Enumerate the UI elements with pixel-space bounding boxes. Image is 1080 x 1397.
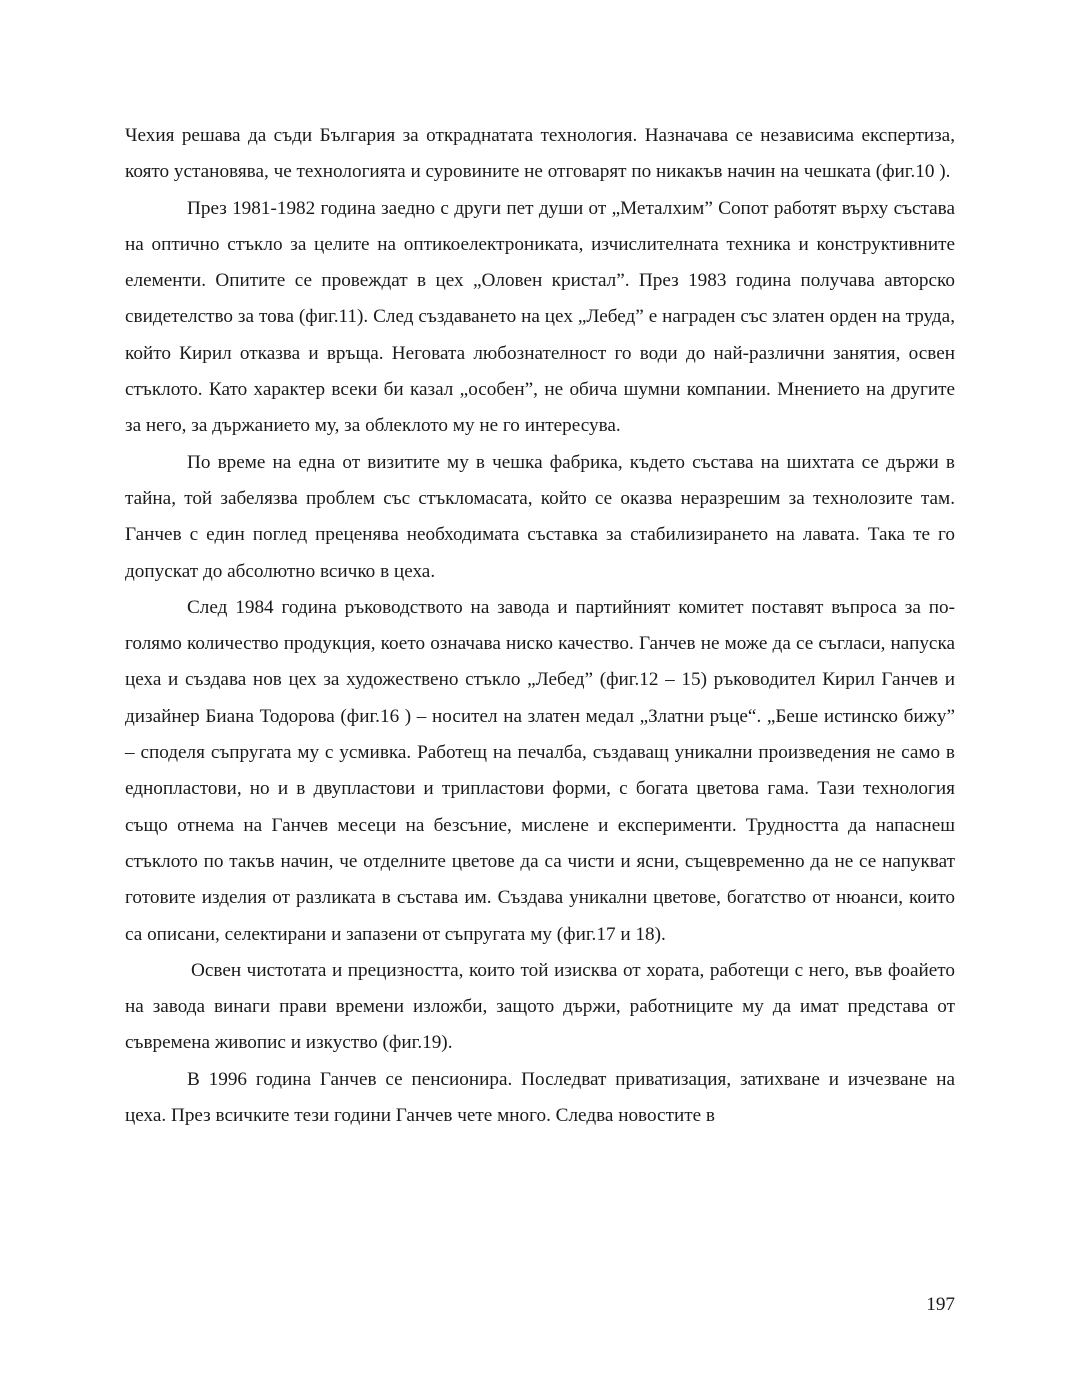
paragraph-3: По време на една от визитите му в чешка фабрика, където състава на шихтата се държи в тайна, той забелязва проблем със стъкломасата, който се оказва неразрешим за технолозите там. Ганчев с един поглед преценява необходимата съставка за стабилизирането на лавата. Така те го допускат до абсолютно всичко в цеха. [125,451,955,582]
document-body [125,118,955,1134]
paragraph-2: През 1981-1982 година заедно с други пет души от „Металхим” Сопот работят върху състава на оптично стъкло за целите на оптикоелектрониката, изчислителната техника и конструктивните елементи. Опитите се провеждат в цех „Оловен кристал”. През 1983 година получава авторско свидетелство за това (фиг.11). След създаването на цех „Лебед” е награден със златен орден на труда, който Кирил отказва и връща. Неговата любознателност го води до най-различни занятия, освен стъклото. Като характер всеки би казал „особен”, не обича шумни компании. Мнението на другите за него, за държанието му, за облеклото му не го интересува. [125,197,955,437]
page-number: 197 [926,1294,955,1315]
paragraph-6: В 1996 година Ганчев се пенсионира. Последват приватизация, затихване и изчезване на цеха. През всичките тези години Ганчев чете много. Следва новостите в [125,1068,955,1127]
paragraph-1: Чехия решава да съди България за откраднатата технология. Назначава се независима експертиза, която установява, че технологията и суровините не отговарят по никакъв начин на чешката (фиг.10 ). [125,125,955,183]
paragraph-5: Освен чистотата и прецизността, които той изисква от хората, работещи с него, във фоайето на завода винаги прави времени изложби, защото държи, работниците му да имат представа от съвремена живопис и изкуство (фиг.19). [125,959,955,1054]
paragraph-4: След 1984 година ръководството на завода и партийният комитет поставят въпроса за по-голямо количество продукция, което означава ниско качество. Ганчев не може да се съгласи, напуска цеха и създава нов цех за художествено стъкло „Лебед” (фиг.12 – 15) ръководител Кирил Ганчев и дизайнер Биана Тодорова (фиг.16 ) – носител на златен медал „Златни ръце“. „Беше истинско бижу” – споделя съпругата му с усмивка. Работещ на печалба, създаващ уникални произведения не само в еднопластови, но и в двупластови и трипластови форми, с богата цветова гама. Тази технология също отнема на Ганчев месеци на безсъние, мислене и експерименти. Трудността да напаснеш стъклото по такъв начин, че отделните цветове да са чисти и ясни, същевременно да не се напукват готовите изделия от разликата в състава им. Създава уникални цветове, богатство от нюанси, които са описани, селектирани и запазени от съпругата му (фиг.17 и 18). [125,596,955,945]
